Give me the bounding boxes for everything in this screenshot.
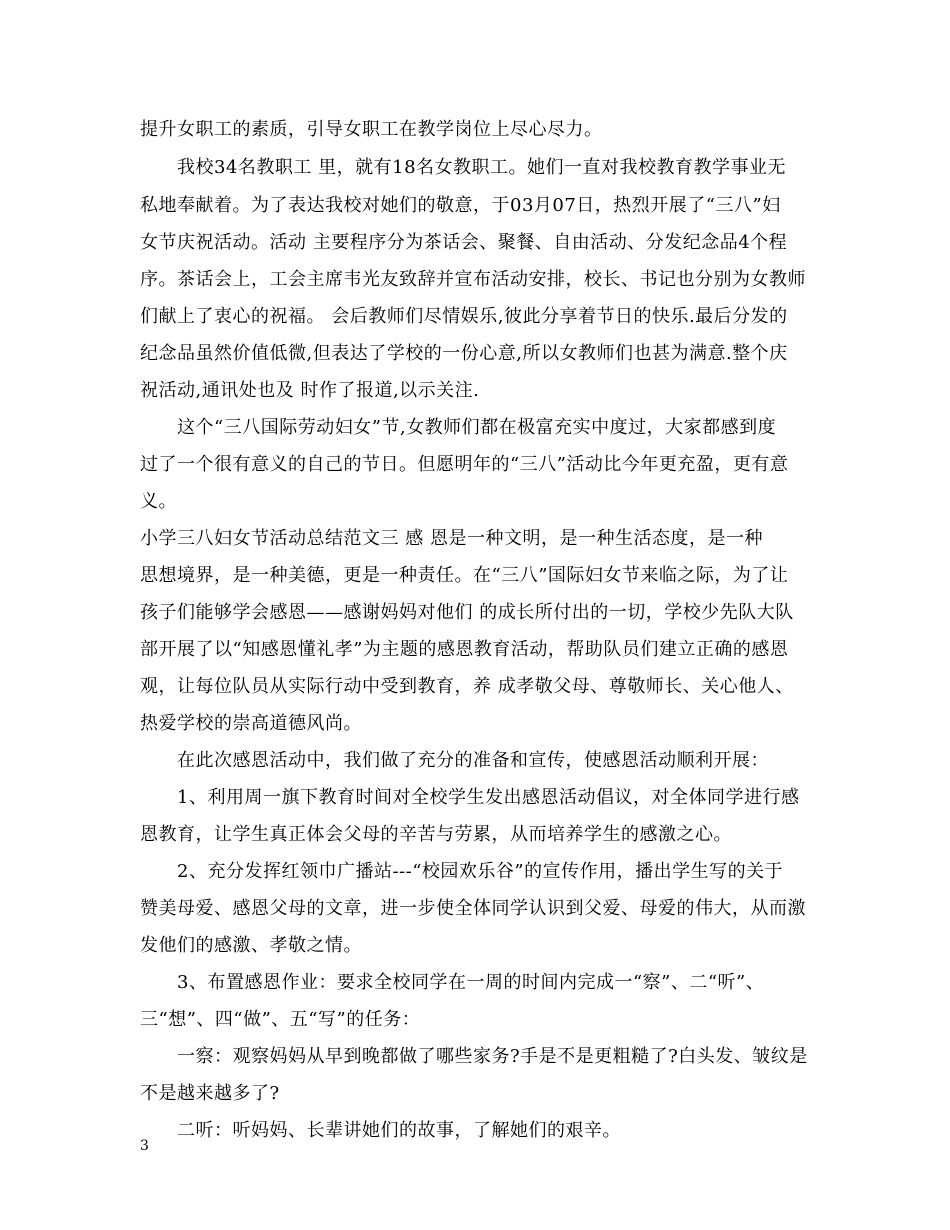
text-line: 提升女职工的素质，引导女职工在教学岗位上尽心尽力。 — [140, 119, 603, 140]
text-line: 私地奉献着。为了表达我校对她们的敬意，于03月07日，热烈开展了“三八”妇 — [140, 195, 781, 216]
text-line: 小学三八妇女节活动总结范文三 感 恩是一种文明，是一种生活态度，是一种 — [140, 528, 763, 549]
text-line: 3、布置感恩作业：要求全校同学在一周的时间内完成一“察”、二“听”、 — [177, 972, 765, 993]
text-line: 1、利用周一旗下教育时间对全校学生发出感恩活动倡议，对全体同学进行感 — [177, 787, 800, 808]
text-line: 赞美母爱、感恩父母的文章，进一步使全体同学认识到父爱、母爱的伟大，从而激 — [140, 898, 806, 919]
text-line: 祝活动,通讯处也及 时作了报道,以示关注. — [140, 380, 480, 401]
text-line: 观，让每位队员从实际行动中受到教育，养 成孝敬父母、尊敬师长、关心他人、 — [140, 676, 794, 697]
text-line: 纪念品虽然价值低微,但表达了学校的一份心意,所以女教师们也甚为满意.整个庆 — [140, 343, 788, 364]
text-line: 序。茶话会上，工会主席韦光友致辞并宣布活动安排，校长、书记也分别为女教师 — [140, 269, 806, 290]
text-line: 在此次感恩活动中，我们做了充分的准备和宣传，使感恩活动顺利开展： — [177, 750, 769, 771]
text-line: 部开展了以“知感恩懂礼孝”为主题的感恩教育活动，帮助队员们建立正确的感恩 — [140, 639, 789, 660]
text-line: 女节庆祝活动。活动 主要程序分为茶话会、聚餐、自由活动、分发纪念品4个程 — [140, 232, 788, 253]
text-line: 三“想”、四“做”、五“写”的任务： — [140, 1009, 421, 1030]
text-line: 热爱学校的崇高道德风尚。 — [140, 713, 362, 734]
text-line: 不是越来越多了? — [140, 1083, 280, 1104]
text-line: 二听：听妈妈、长辈讲她们的故事，了解她们的艰辛。 — [177, 1120, 621, 1141]
text-line: 们献上了衷心的祝福。 会后教师们尽情娱乐,彼此分享着节日的快乐.最后分发的 — [140, 306, 788, 327]
text-line: 思想境界，是一种美德，更是一种责任。在“三八”国际妇女节来临之际，为了让 — [140, 565, 789, 586]
text-line: 过了一个很有意义的自己的节日。但愿明年的“三八”活动比今年更充盈，更有意 — [140, 454, 789, 475]
text-line: 我校34名教职工 里，就有18名女教职工。她们一直对我校教育教学事业无 — [177, 157, 787, 178]
text-line: 孩子们能够学会感恩——感谢妈妈对他们 的成长所付出的一切，学校少先队大队 — [140, 602, 794, 623]
text-line: 恩教育，让学生真正体会父母的辛苦与劳累，从而培养学生的感激之心。 — [140, 824, 732, 845]
text-line: 义。 — [140, 491, 177, 512]
text-line: 一察：观察妈妈从早到晚都做了哪些家务?手是不是更粗糙了?白头发、皱纹是 — [177, 1046, 808, 1067]
text-line: 发他们的感激、孝敬之情。 — [140, 935, 362, 956]
text-line: 2、充分发挥红领巾广播站---“校园欢乐谷”的宣传作用，播出学生写的关于 — [177, 861, 784, 882]
page-number: 3 — [140, 1138, 149, 1154]
text-line: 这个“三八国际劳动妇女”节,女教师们都在极富充实中度过，大家都感到度 — [177, 417, 777, 438]
